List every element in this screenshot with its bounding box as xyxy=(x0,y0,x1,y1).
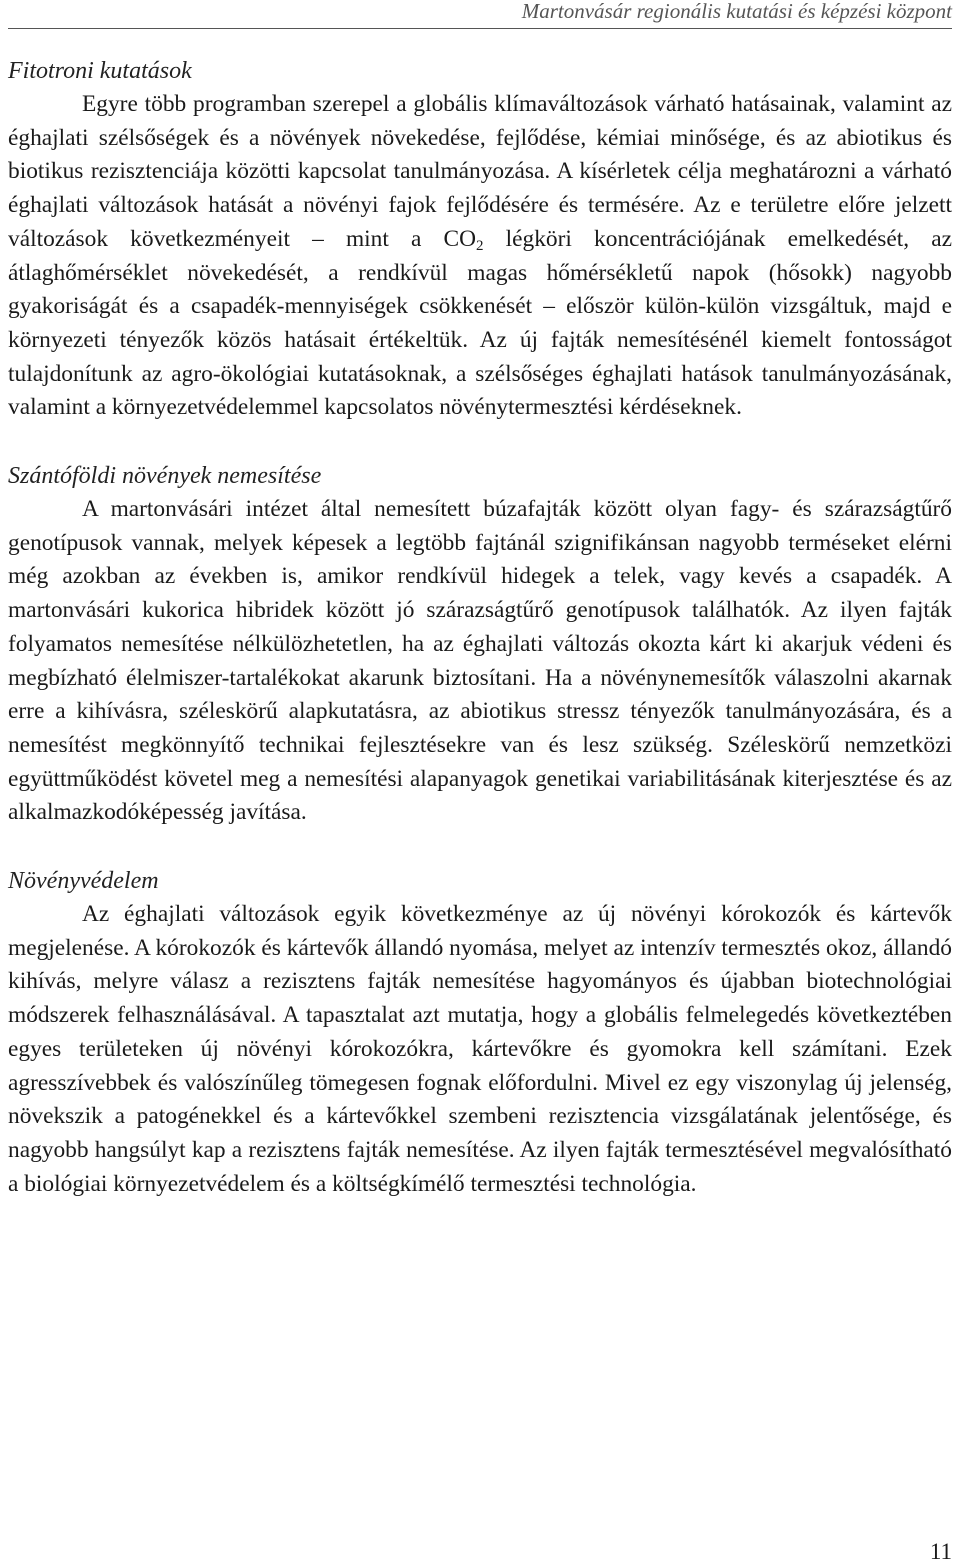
section-heading-szantofoldi: Szántóföldi növények nemesítése xyxy=(8,463,322,490)
section-spacer xyxy=(8,425,952,459)
section-heading-novenyvedelem: Növényvédelem xyxy=(8,868,159,895)
paragraph-fitotroni-part1: Egyre több programban szerepel a globális klímaváltozások várható hatásainak, valamint az éghajlati szélsőségek és a növények növekedése, fejlődése, kémiai minősége, és az abiotikus és biotikus rezisztenciája közötti kapcsolat tanulmányozása. A kísérletek célja meghatározni a várható éghajlati változások hatását a növényi fajok fejlődésére és termésére. Az e területre előre jelzett változások következményeit – mint a CO xyxy=(8,91,952,252)
paragraph-fitotroni-part2: légköri koncentrációjának emelkedését, az átlaghőmérséklet növekedését, a rendkívül magas hőmérsékletű napok (hősokk) nagyobb gyakoriságát és a csapadék-mennyiségek csökkenését – először külön-külön vizsgáltuk, majd e környezeti tényezők közös hatásait értékeltük. Az új fajták nemesítésénél kiemelt fontosságot tulajdonítunk az agro-ökológiai kutatásoknak, a szélsőséges éghajlati hatások tanulmányozásának, valamint a környezetvédelemmel kapcsolatos növénytermesztési kérdéseknek. xyxy=(8,225,952,421)
paragraph-szantofoldi: A martonvásári intézet által nemesített búzafajták között olyan fagy- és szárazságtűrő genotípusok vannak, melyek képesek a legtöbb fajtánál szignifikánsan nagyobb terméseket elérni még azokban az években is, amikor rendkívül hidegek a telek, vagy kevés a csapadék. A martonvásári kukorica hibridek között jó szárazságtűrő genotípusok találhatók. Az ilyen fajták folyamatos nemesítése nélkülözhetetlen, ha az éghajlati változás okozta kárt ki akarjuk védeni és megbízható élelmiszer-tartalékokat akarunk biztosítani. Ha a növénynemesítők válaszolni akarnak erre a kihívásra, széleskörű alapkutatásra, az abiotikus stressz tényezők tanulmányozására, és a nemesítést megkönnyítő technikai fejlesztésekre van és lesz szükség. Széleskörű nemzetközi együttműködést követel meg a nemesítési alapanyagok genetikai variabilitásának kiterjesztése és az alkalmazkodóképesség javítása. xyxy=(8,496,952,826)
paragraph-fitotroni xyxy=(8,88,952,425)
section-spacer xyxy=(8,830,952,864)
paragraph-novenyvedelem: Az éghajlati változások egyik következménye az új növényi kórokozók és kártevők megjelenése. A kórokozók és kártevők állandó nyomása, melyet az intenzív termesztés okoz, állandó kihívás, melyre válasz a rezisztens fajták nemesítése hagyományos és újabban biotechnológiai módszerek felhasználásával. A tapasztalat azt mutatja, hogy a globális felmelegedés következtében egyes területeken új növényi kórokozókra, kártevőkre és gyomokra kell számítani. Ezek agresszívebbek és valószínűleg tömegesen fognak előfordulni. Mivel ez egy viszonylag új jelenség, növekszik a patogénekkel és a kártevőkkel szembeni rezisztencia vizsgálatának jelentősége, és nagyobb hangsúlyt kap a rezisztens fajták nemesítése. Az ilyen fajták termesztésével megvalósítható a biológiai környezetvédelem és a költségkímélő termesztési technológia. xyxy=(8,901,952,1197)
page-content xyxy=(8,54,952,1201)
co2-subscript: 2 xyxy=(476,237,484,254)
section-heading-fitotroni: Fitotroni kutatások xyxy=(8,58,192,84)
running-header: Martonvásár regionális kutatási és képzési központ xyxy=(8,0,952,29)
page-number: 11 xyxy=(929,1539,952,1564)
